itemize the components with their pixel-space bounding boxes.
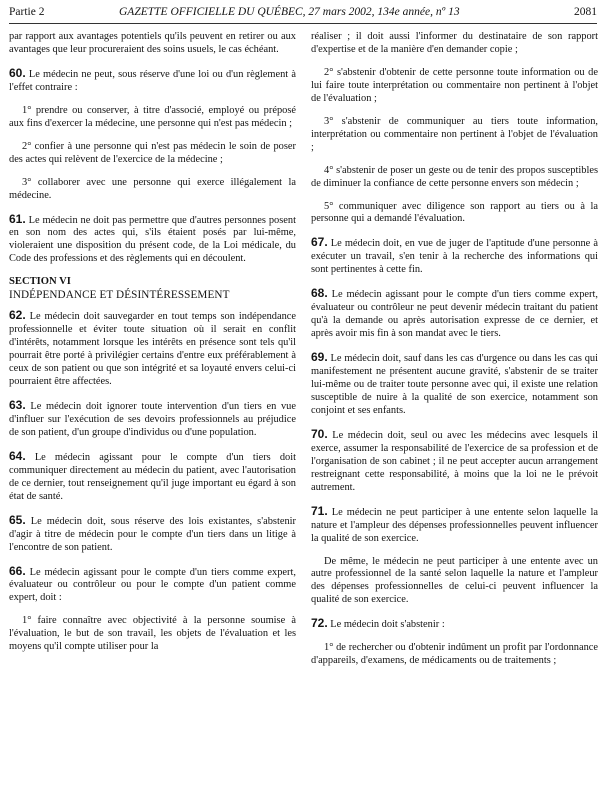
paragraph: 5° communiquer avec diligence son rapport au tiers ou à la personne qui a demandé l'évaluation. [311,200,598,225]
gazette-title: GAZETTE OFFICIELLE DU QUÉBEC, 27 mars 2002, 134e année, nº 13 [119,6,460,18]
article-number: 60. [9,65,26,80]
article-number: 61. [9,211,26,226]
article-72 [311,617,598,632]
article-number: 68. [311,286,328,301]
article-66 [9,565,296,606]
article-69 [311,351,598,418]
article-text: Le médecin doit, sauf dans les cas d'urgence ou dans les cas qui manifestement ne présentent aucune gravité, s'abstenir de se traiter lui-même ou de traiter toute personne avec qui, il existe une relation susceptible de nuire à la qualité de son exercice, notamment son conjoint et ses enfants. [311,353,598,416]
article-number: 62. [9,308,26,323]
paragraph: par rapport aux avantages potentiels qu'ils peuvent en retirer ou aux avantages que leur procureraient des soins usuels, le cas échéant. [9,31,296,55]
article-text: Le médecin doit, sous réserve des lois existantes, s'abstenir d'agir à titre de médecin pour le compte d'un tiers dans un litige à l'encontre de son patient. [9,515,296,553]
article-number: 64. [9,448,26,463]
article-63 [9,399,296,440]
article-text: Le médecin doit, en vue de juger de l'aptitude d'une personne à exécuter un travail, s'en tenir à la recherche des informations qui sont pertinentes à cette fin. [311,238,598,276]
article-number: 71. [311,503,328,518]
article-text: Le médecin ne doit pas permettre que d'autres personnes posent en son nom des actes qui, s'ils étaient posés par lui-même, violeraient une disposition du présent code, de la Loi médicale, du Code des professions et des règlements qui en découlent. [9,214,296,265]
paragraph: 1° de rechercher ou d'obtenir indûment un profit par l'ordonnance d'appareils, d'examens, de médicaments ou de traitements ; [311,642,598,667]
article-text: Le médecin agissant pour le compte d'un tiers comme expert, évaluateur ou contrôleur ne peut devenir médecin traitant du patient qu'à la demande ou après autorisation expresse de ce dernier, et après avoir mis fin à son mandat avec le tiers. [311,289,598,340]
article-number: 70. [311,426,328,441]
article-65 [9,514,296,555]
part-label: Partie 2 [9,6,45,18]
article-64 [9,450,296,504]
article-text: Le médecin doit, seul ou avec les médecins avec lesquels il exerce, assumer la responsabilité de l'exercice de sa profession et de l'organisation de son cabinet ; il ne peut accepter aucun arrangement restreignant cette responsabilité, à moins que la loi ne le prévoit autrement. [311,429,598,493]
paragraph: 3° s'abstenir de communiquer au tiers toute information, interprétation ou commentaire non pertinent à l'objet de l'évaluation ; [311,115,598,153]
article-number: 72. [311,616,328,631]
header-rule [9,23,597,24]
article-67 [311,236,598,277]
article-68 [311,287,598,341]
paragraph: 2° confier à une personne qui n'est pas médecin le soin de poser des actes qui relèvent de l'exercice de la médecine ; [9,140,296,165]
article-number: 67. [311,235,328,250]
article-71 [311,505,598,546]
paragraph: 1° prendre ou conserver, à titre d'associé, employé ou préposé aux fins d'exercer la médecine, une personne qui n'est pas médecin ; [9,104,296,129]
paragraph: De même, le médecin ne peut participer à une entente avec un autre professionnel de la santé selon laquelle la nature et l'ampleur des dépenses professionnelles de celui-ci peuvent influencer la qualité de son exercice. [311,555,598,606]
article-60 [9,67,296,95]
article-70 [311,428,598,495]
right-column [311,31,598,668]
article-number: 69. [311,350,328,365]
page-header [9,6,597,22]
paragraph: réaliser ; il doit aussi l'informer du destinataire de son rapport d'expertise et de la manière d'en demander copie ; [311,31,598,55]
page-number: 2081 [574,6,597,18]
article-text: Le médecin agissant pour le compte d'un tiers doit communiquer directement au médecin du patient, avec l'autorisation de ce dernier, tout renseignement qu'il juge important eu égard à son état de santé. [9,451,296,502]
article-text: Le médecin doit s'abstenir : [330,619,445,631]
article-number: 63. [9,397,26,412]
article-text: Le médecin doit sauvegarder en tout temps son indépendance professionnelle et éviter toute situation où il serait en conflit d'intérêts, notamment lorsque les intérêts en présence sont tels qu'il pourrait être porté à privilégier certains d'entre eux préférablement à ceux de son patient ou que son intégrité et sa loyauté envers celui-ci pourraient être affectées. [9,311,296,388]
paragraph: 2° s'abstenir d'obtenir de cette personne toute information ou de lui faire toute interprétation ou commentaire non pertinent à l'objet de l'évaluation ; [311,66,598,104]
article-text: Le médecin doit ignorer toute intervention d'un tiers en vue d'influer sur l'exécution de ses devoirs professionnels au préjudice de son patient, d'un groupe d'individus ou d'une population. [9,400,296,438]
article-number: 65. [9,512,26,527]
article-text: Le médecin ne peut, sous réserve d'une loi ou d'un règlement à l'effet contraire : [9,68,296,93]
section-label: SECTION VI [9,276,71,288]
left-column [9,31,296,654]
section-title: INDÉPENDANCE ET DÉSINTÉRESSEMENT [9,289,230,302]
article-text: Le médecin agissant pour le compte d'un tiers comme expert, évaluateur ou contrôleur ou pour le compte d'un patient comme expert, doit : [9,566,296,604]
paragraph: 4° s'abstenir de poser un geste ou de tenir des propos susceptibles de diminuer la confiance de cette personne envers son médecin ; [311,164,598,189]
article-text: Le médecin ne peut participer à une entente selon laquelle la nature et l'ampleur des dépenses professionnelles peuvent influencer la qualité de son exercice. [311,506,598,544]
paragraph: 3° collaborer avec une personne qui exerce illégalement la médecine. [9,176,296,201]
article-62 [9,309,296,389]
paragraph: 1° faire connaître avec objectivité à la personne soumise à l'évaluation, le but de son travail, les objets de l'évaluation et les moyens qu'il compte utiliser pour la [9,615,296,653]
article-61 [9,213,296,267]
article-number: 66. [9,563,26,578]
